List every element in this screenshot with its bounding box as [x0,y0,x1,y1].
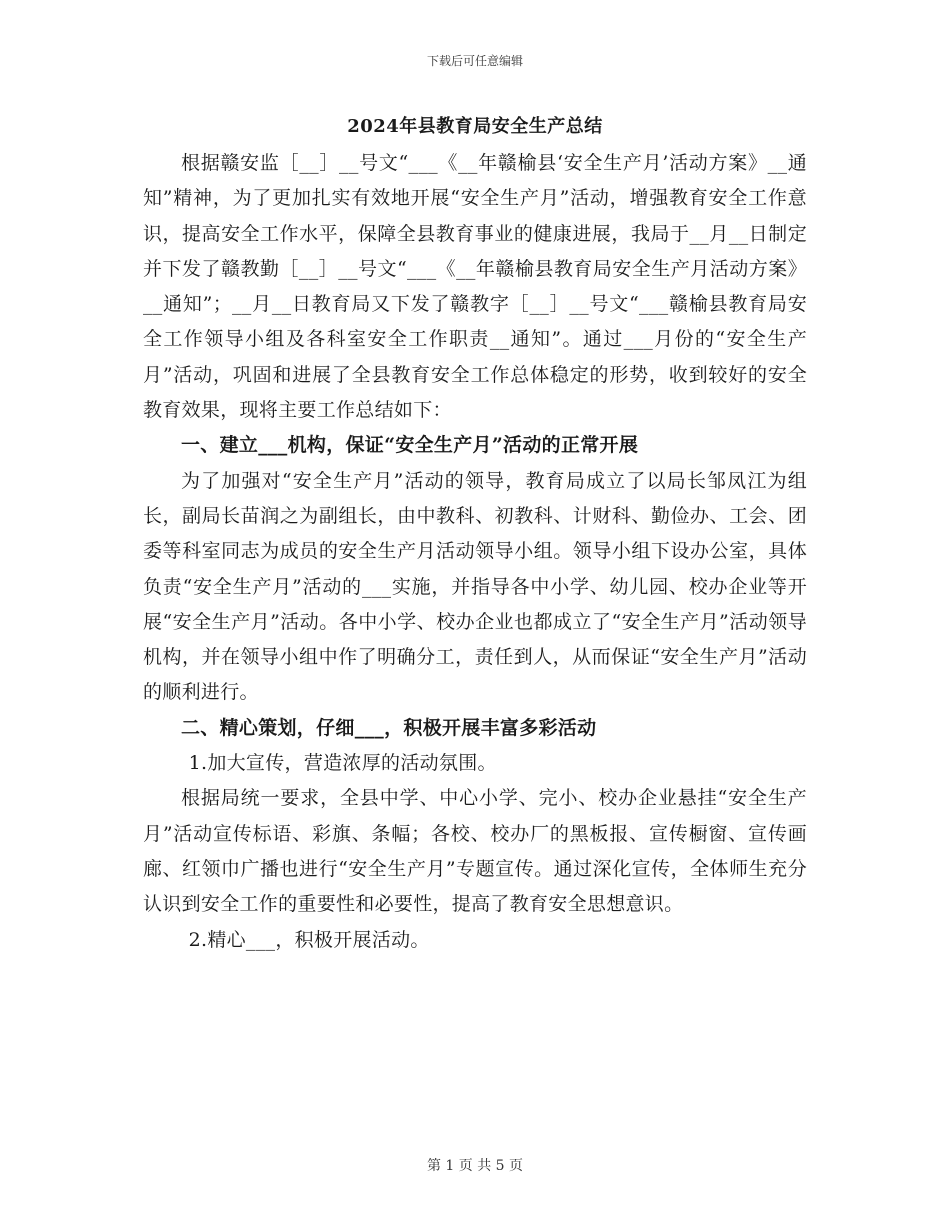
document-title: 2024年县教育局安全生产总结 [347,116,603,137]
sub-item-2: 2.精心___，积极开展活动。 [188,928,430,951]
page-number-footer: 第 1 页 共 5 页 [426,1158,524,1174]
sub-item-1: 1.加大宣传，营造浓厚的活动氛围。 [188,752,497,775]
page-header-note: 下载后可任意编辑 [426,54,523,68]
intro-paragraph: 根据赣安监［__］__号文“___《__年赣榆县‘安全生产月’活动方案》__通知”精神，为了更加扎实有效地开展“安全生产月”活动，增强教育安全工作意识，提高安全工作水平，保障全县教育事业的健康进展，我局于__月__日制定并下发了赣教勤［__］__号文“___《__年赣榆县教育局安全生产月活动方案》__通知”；__月__日教育局又下发了赣教字［__］__号文“___赣榆县教育局安全工作领导小组及各科室安全工作职责__通知”。通过___月份的“安全生产月”活动，巩固和进展了全县教育安全工作总体稳定的形势，收到较好的安全教育效果，现将主要工作总结如下： [143,152,807,422]
section-1-paragraph: 为了加强对“安全生产月”活动的领导，教育局成立了以局长邹凤江为组长，副局长苗润之为副组长，由中教科、初教科、计财科、勤俭办、工会、团委等科室同志为成员的安全生产月活动领导小组。领导小组下设办公室，具体负责“安全生产月”活动的___实施，并指导各中小学、幼儿园、校办企业等开展“安全生产月”活动。各中小学、校办企业也都成立了“安全生产月”活动领导机构，并在领导小组中作了明确分工，责任到人，从而保证“安全生产月”活动的顺利进行。 [143,469,807,704]
section-heading-2: 二、精心策划，仔细___，积极开展丰富多彩活动 [181,716,597,739]
document-body [143,146,807,958]
sub-item-1-paragraph: 根据局统一要求，全县中学、中心小学、完小、校办企业悬挂“安全生产月”活动宣传标语、彩旗、条幅；各校、校办厂的黑板报、宣传橱窗、宣传画廊、红领巾广播也进行“安全生产月”专题宣传。通过深化宣传，全体师生充分认识到安全工作的重要性和必要性，提高了教育安全思想意识。 [143,787,807,916]
section-heading-1: 一、建立___机构，保证“安全生产月”活动的正常开展 [181,434,639,457]
